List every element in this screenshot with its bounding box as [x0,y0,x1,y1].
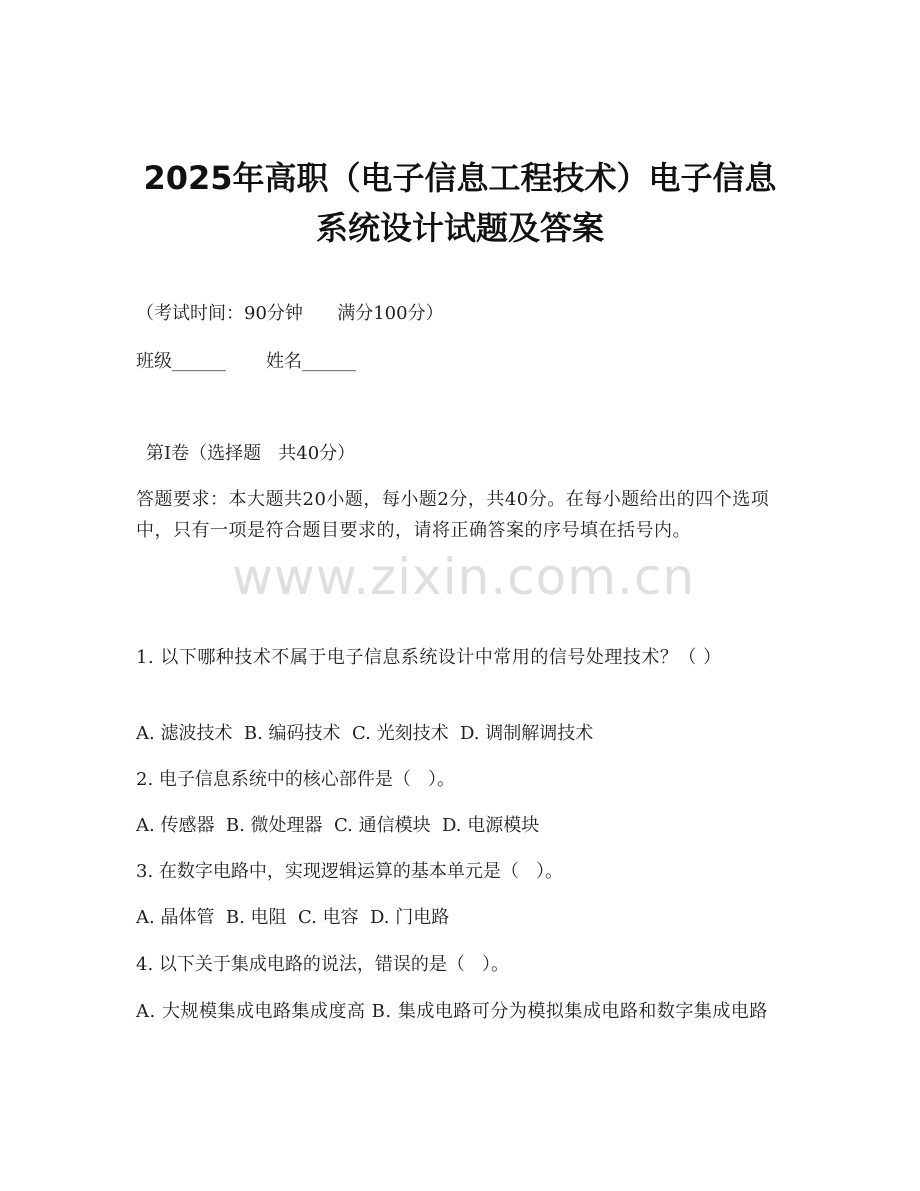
section-heading: 第I卷（选择题 共40分） [146,443,356,464]
exam-info: （考试时间：90分钟 满分100分） [136,303,444,324]
question-1-options: A. 滤波技术 B. 编码技术 C. 光刻技术 D. 调制解调技术 [136,723,594,744]
question-1-stem: 1. 以下哪种技术不属于电子信息系统设计中常用的信号处理技术？（ ） [136,647,722,668]
question-2-stem: 2. 电子信息系统中的核心部件是（ ）。 [136,769,456,790]
question-3-stem: 3. 在数字电路中，实现逻辑运算的基本单元是（ ）。 [136,861,564,882]
watermark: www.zixin.com.cn [232,548,696,606]
instructions-paragraph: 答题要求：本大题共20小题，每小题2分，共40分。在每小题给出的四个选项中，只有一项是符合题目要求的，请将正确答案的序号填在括号内。 [136,489,770,541]
question-3-options: A. 晶体管 B. 电阻 C. 电容 D. 门电路 [136,907,450,928]
question-4-options: A. 大规模集成电路集成度高 B. 集成电路可分为模拟集成电路和数字集成电路 [136,1001,768,1022]
question-4-stem: 4. 以下关于集成电路的说法，错误的是（ ）。 [136,954,510,975]
question-2-options: A. 传感器 B. 微处理器 C. 通信模块 D. 电源模块 [136,815,540,836]
document-title-line-2: 系统设计试题及答案 [315,209,604,247]
document-title-line-1: 2025年高职（电子信息工程技术）电子信息 [143,159,777,197]
class-name-line: 班级______ 姓名______ [136,351,357,372]
